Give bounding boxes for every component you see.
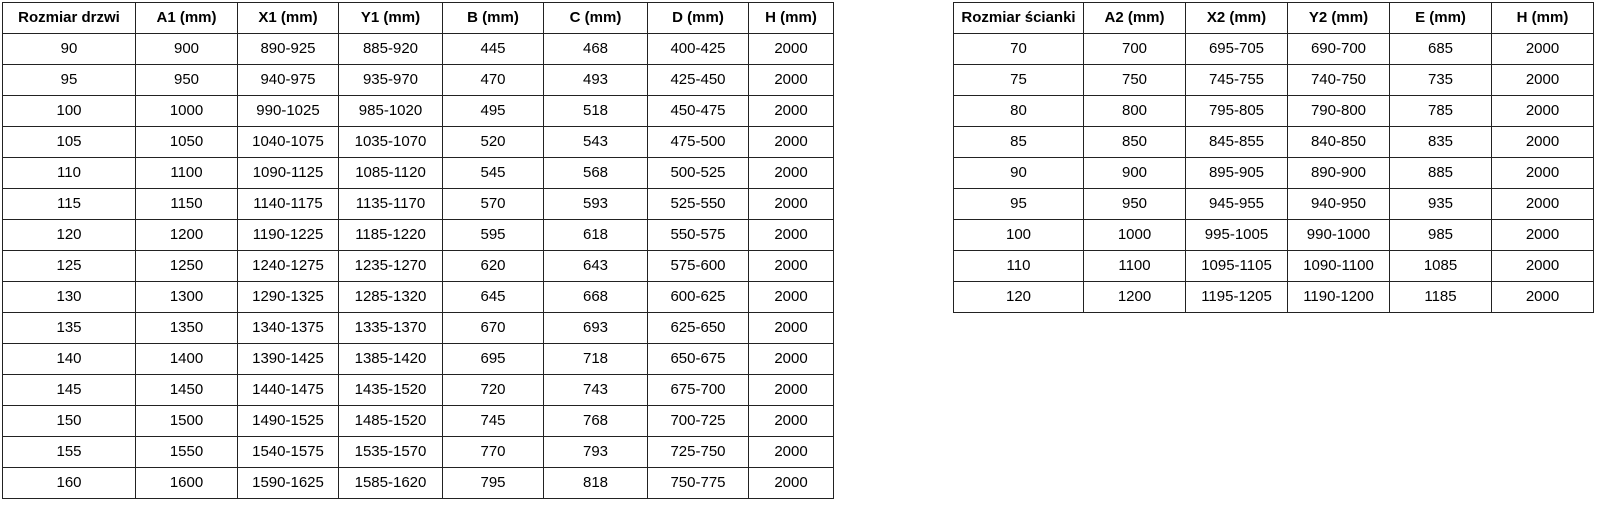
cell: 1235-1270 xyxy=(339,251,443,282)
cell: 120 xyxy=(954,282,1084,313)
cell: 985 xyxy=(1390,220,1492,251)
table-row xyxy=(954,158,1594,189)
cell: 2000 xyxy=(749,34,834,65)
cell: 85 xyxy=(954,127,1084,158)
cell: 1040-1075 xyxy=(238,127,339,158)
cell: 645 xyxy=(443,282,544,313)
cell: 1390-1425 xyxy=(238,344,339,375)
cell: 935 xyxy=(1390,189,1492,220)
cell: 750-775 xyxy=(648,468,749,499)
cell: 90 xyxy=(3,34,136,65)
cell: 668 xyxy=(544,282,648,313)
cell: 145 xyxy=(3,375,136,406)
column-header: Y2 (mm) xyxy=(1288,3,1390,34)
cell: 793 xyxy=(544,437,648,468)
cell: 100 xyxy=(3,96,136,127)
cell: 575-600 xyxy=(648,251,749,282)
cell: 155 xyxy=(3,437,136,468)
cell: 520 xyxy=(443,127,544,158)
cell: 1540-1575 xyxy=(238,437,339,468)
cell: 670 xyxy=(443,313,544,344)
cell: 445 xyxy=(443,34,544,65)
cell: 1190-1225 xyxy=(238,220,339,251)
cell: 2000 xyxy=(1492,189,1594,220)
cell: 2000 xyxy=(749,406,834,437)
cell: 720 xyxy=(443,375,544,406)
door-table-header xyxy=(3,3,834,34)
cell: 475-500 xyxy=(648,127,749,158)
cell: 1250 xyxy=(136,251,238,282)
table-row xyxy=(3,96,834,127)
cell: 625-650 xyxy=(648,313,749,344)
table-row xyxy=(954,127,1594,158)
cell: 750 xyxy=(1084,65,1186,96)
cell: 2000 xyxy=(749,282,834,313)
cell: 1150 xyxy=(136,189,238,220)
cell: 545 xyxy=(443,158,544,189)
table-row xyxy=(3,468,834,499)
cell: 2000 xyxy=(749,158,834,189)
cell: 1100 xyxy=(136,158,238,189)
cell: 1285-1320 xyxy=(339,282,443,313)
cell: 740-750 xyxy=(1288,65,1390,96)
cell: 1585-1620 xyxy=(339,468,443,499)
cell: 2000 xyxy=(749,313,834,344)
cell: 600-625 xyxy=(648,282,749,313)
cell: 795-805 xyxy=(1186,96,1288,127)
cell: 1090-1125 xyxy=(238,158,339,189)
cell: 818 xyxy=(544,468,648,499)
table-row xyxy=(954,220,1594,251)
header-row xyxy=(3,3,834,34)
cell: 1050 xyxy=(136,127,238,158)
cell: 1185 xyxy=(1390,282,1492,313)
cell: 75 xyxy=(954,65,1084,96)
header-row xyxy=(954,3,1594,34)
cell: 150 xyxy=(3,406,136,437)
cell: 120 xyxy=(3,220,136,251)
cell: 895-905 xyxy=(1186,158,1288,189)
cell: 768 xyxy=(544,406,648,437)
cell: 593 xyxy=(544,189,648,220)
cell: 525-550 xyxy=(648,189,749,220)
cell: 890-900 xyxy=(1288,158,1390,189)
cell: 675-700 xyxy=(648,375,749,406)
cell: 2000 xyxy=(749,375,834,406)
column-header: Rozmiar drzwi xyxy=(3,3,136,34)
cell: 2000 xyxy=(749,468,834,499)
cell: 725-750 xyxy=(648,437,749,468)
table-row xyxy=(3,437,834,468)
cell: 1535-1570 xyxy=(339,437,443,468)
table-row xyxy=(3,127,834,158)
cell: 2000 xyxy=(1492,34,1594,65)
cell: 995-1005 xyxy=(1186,220,1288,251)
cell: 1490-1525 xyxy=(238,406,339,437)
table-row xyxy=(3,313,834,344)
table-row xyxy=(954,34,1594,65)
cell: 745 xyxy=(443,406,544,437)
cell: 518 xyxy=(544,96,648,127)
cell: 1590-1625 xyxy=(238,468,339,499)
cell: 770 xyxy=(443,437,544,468)
cell: 90 xyxy=(954,158,1084,189)
cell: 2000 xyxy=(1492,158,1594,189)
cell: 1185-1220 xyxy=(339,220,443,251)
cell: 840-850 xyxy=(1288,127,1390,158)
cell: 110 xyxy=(954,251,1084,282)
cell: 950 xyxy=(1084,189,1186,220)
cell: 493 xyxy=(544,65,648,96)
cell: 620 xyxy=(443,251,544,282)
cell: 2000 xyxy=(749,220,834,251)
cell: 1450 xyxy=(136,375,238,406)
cell: 1135-1170 xyxy=(339,189,443,220)
column-header: H (mm) xyxy=(1492,3,1594,34)
cell: 890-925 xyxy=(238,34,339,65)
cell: 1200 xyxy=(136,220,238,251)
cell: 1550 xyxy=(136,437,238,468)
cell: 785 xyxy=(1390,96,1492,127)
column-header: D (mm) xyxy=(648,3,749,34)
column-header: Rozmiar ścianki xyxy=(954,3,1084,34)
cell: 1095-1105 xyxy=(1186,251,1288,282)
cell: 105 xyxy=(3,127,136,158)
cell: 1340-1375 xyxy=(238,313,339,344)
cell: 800 xyxy=(1084,96,1186,127)
table-row xyxy=(954,282,1594,313)
column-header: X1 (mm) xyxy=(238,3,339,34)
cell: 735 xyxy=(1390,65,1492,96)
cell: 900 xyxy=(1084,158,1186,189)
cell: 2000 xyxy=(749,127,834,158)
table-row xyxy=(3,34,834,65)
cell: 2000 xyxy=(1492,127,1594,158)
wall-table-body xyxy=(954,34,1594,313)
cell: 835 xyxy=(1390,127,1492,158)
cell: 1400 xyxy=(136,344,238,375)
cell: 1140-1175 xyxy=(238,189,339,220)
cell: 495 xyxy=(443,96,544,127)
cell: 940-950 xyxy=(1288,189,1390,220)
cell: 990-1000 xyxy=(1288,220,1390,251)
cell: 2000 xyxy=(1492,96,1594,127)
cell: 885-920 xyxy=(339,34,443,65)
cell: 2000 xyxy=(749,437,834,468)
cell: 1485-1520 xyxy=(339,406,443,437)
table-row xyxy=(3,158,834,189)
table-row xyxy=(954,65,1594,96)
cell: 2000 xyxy=(749,251,834,282)
cell: 2000 xyxy=(1492,220,1594,251)
cell: 2000 xyxy=(1492,282,1594,313)
table-row xyxy=(3,189,834,220)
cell: 985-1020 xyxy=(339,96,443,127)
cell: 1195-1205 xyxy=(1186,282,1288,313)
table-row xyxy=(3,220,834,251)
cell: 990-1025 xyxy=(238,96,339,127)
cell: 745-755 xyxy=(1186,65,1288,96)
table-row xyxy=(954,96,1594,127)
cell: 2000 xyxy=(1492,251,1594,282)
cell: 1000 xyxy=(1084,220,1186,251)
cell: 2000 xyxy=(749,189,834,220)
table-row xyxy=(3,65,834,96)
cell: 690-700 xyxy=(1288,34,1390,65)
cell: 795 xyxy=(443,468,544,499)
cell: 2000 xyxy=(1492,65,1594,96)
column-header: C (mm) xyxy=(544,3,648,34)
cell: 685 xyxy=(1390,34,1492,65)
cell: 1440-1475 xyxy=(238,375,339,406)
cell: 400-425 xyxy=(648,34,749,65)
table-row xyxy=(3,251,834,282)
cell: 110 xyxy=(3,158,136,189)
cell: 1085 xyxy=(1390,251,1492,282)
cell: 95 xyxy=(954,189,1084,220)
cell: 115 xyxy=(3,189,136,220)
cell: 125 xyxy=(3,251,136,282)
cell: 95 xyxy=(3,65,136,96)
cell: 70 xyxy=(954,34,1084,65)
cell: 1335-1370 xyxy=(339,313,443,344)
cell: 2000 xyxy=(749,65,834,96)
column-header: X2 (mm) xyxy=(1186,3,1288,34)
door-dimensions-table xyxy=(2,2,834,499)
cell: 900 xyxy=(136,34,238,65)
cell: 940-975 xyxy=(238,65,339,96)
cell: 1200 xyxy=(1084,282,1186,313)
cell: 1000 xyxy=(136,96,238,127)
cell: 2000 xyxy=(749,96,834,127)
cell: 1290-1325 xyxy=(238,282,339,313)
column-header: B (mm) xyxy=(443,3,544,34)
cell: 500-525 xyxy=(648,158,749,189)
cell: 425-450 xyxy=(648,65,749,96)
cell: 618 xyxy=(544,220,648,251)
column-header: A2 (mm) xyxy=(1084,3,1186,34)
cell: 845-855 xyxy=(1186,127,1288,158)
cell: 790-800 xyxy=(1288,96,1390,127)
column-header: A1 (mm) xyxy=(136,3,238,34)
table-row xyxy=(3,406,834,437)
cell: 468 xyxy=(544,34,648,65)
cell: 700-725 xyxy=(648,406,749,437)
cell: 718 xyxy=(544,344,648,375)
cell: 650-675 xyxy=(648,344,749,375)
table-row xyxy=(954,251,1594,282)
cell: 743 xyxy=(544,375,648,406)
cell: 643 xyxy=(544,251,648,282)
wall-dimensions-table xyxy=(953,2,1594,313)
cell: 140 xyxy=(3,344,136,375)
cell: 1500 xyxy=(136,406,238,437)
table-row xyxy=(954,189,1594,220)
cell: 570 xyxy=(443,189,544,220)
cell: 693 xyxy=(544,313,648,344)
cell: 1435-1520 xyxy=(339,375,443,406)
cell: 1300 xyxy=(136,282,238,313)
cell: 1240-1275 xyxy=(238,251,339,282)
table-row xyxy=(3,282,834,313)
cell: 1090-1100 xyxy=(1288,251,1390,282)
cell: 700 xyxy=(1084,34,1186,65)
cell: 543 xyxy=(544,127,648,158)
cell: 135 xyxy=(3,313,136,344)
column-header: E (mm) xyxy=(1390,3,1492,34)
cell: 2000 xyxy=(749,344,834,375)
cell: 945-955 xyxy=(1186,189,1288,220)
cell: 1190-1200 xyxy=(1288,282,1390,313)
cell: 695 xyxy=(443,344,544,375)
cell: 450-475 xyxy=(648,96,749,127)
cell: 595 xyxy=(443,220,544,251)
cell: 470 xyxy=(443,65,544,96)
cell: 850 xyxy=(1084,127,1186,158)
cell: 695-705 xyxy=(1186,34,1288,65)
cell: 1350 xyxy=(136,313,238,344)
cell: 100 xyxy=(954,220,1084,251)
cell: 885 xyxy=(1390,158,1492,189)
column-header: H (mm) xyxy=(749,3,834,34)
cell: 935-970 xyxy=(339,65,443,96)
cell: 1085-1120 xyxy=(339,158,443,189)
table-row xyxy=(3,375,834,406)
cell: 950 xyxy=(136,65,238,96)
cell: 1600 xyxy=(136,468,238,499)
wall-table-header xyxy=(954,3,1594,34)
cell: 1035-1070 xyxy=(339,127,443,158)
cell: 1100 xyxy=(1084,251,1186,282)
column-header: Y1 (mm) xyxy=(339,3,443,34)
cell: 568 xyxy=(544,158,648,189)
cell: 1385-1420 xyxy=(339,344,443,375)
table-row xyxy=(3,344,834,375)
cell: 160 xyxy=(3,468,136,499)
door-table-body xyxy=(3,34,834,499)
cell: 80 xyxy=(954,96,1084,127)
cell: 550-575 xyxy=(648,220,749,251)
cell: 130 xyxy=(3,282,136,313)
